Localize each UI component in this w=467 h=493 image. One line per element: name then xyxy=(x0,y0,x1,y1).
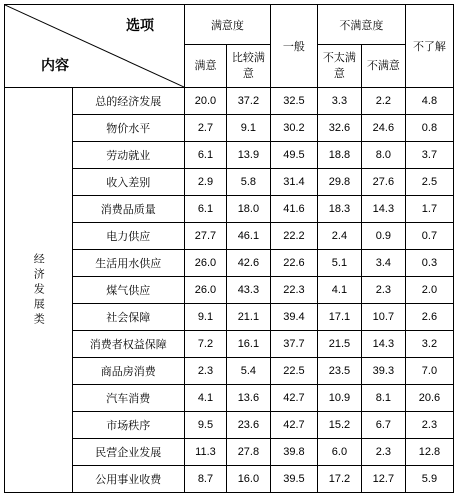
value-cell: 2.0 xyxy=(405,277,453,304)
table-body xyxy=(5,88,454,493)
value-cell: 0.9 xyxy=(361,223,405,250)
value-cell: 2.3 xyxy=(185,358,227,385)
value-cell: 2.9 xyxy=(185,169,227,196)
fairly-satisfied-header: 比较满意 xyxy=(226,45,270,88)
item-name-cell: 民营企业发展 xyxy=(72,439,185,466)
value-cell: 6.1 xyxy=(185,142,227,169)
item-name-cell: 消费品质量 xyxy=(72,196,185,223)
value-cell: 49.5 xyxy=(270,142,317,169)
value-cell: 31.4 xyxy=(270,169,317,196)
diagonal-divider xyxy=(5,5,184,87)
value-cell: 0.7 xyxy=(405,223,453,250)
table-row xyxy=(5,250,454,277)
table-row xyxy=(5,439,454,466)
table-row xyxy=(5,142,454,169)
value-cell: 9.1 xyxy=(226,115,270,142)
value-cell: 0.3 xyxy=(405,250,453,277)
value-cell: 7.0 xyxy=(405,358,453,385)
item-name-cell: 市场秩序 xyxy=(72,412,185,439)
item-name-cell: 生活用水供应 xyxy=(72,250,185,277)
value-cell: 13.6 xyxy=(226,385,270,412)
value-cell: 7.2 xyxy=(185,331,227,358)
item-name-cell: 收入差别 xyxy=(72,169,185,196)
value-cell: 4.1 xyxy=(185,385,227,412)
value-cell: 39.3 xyxy=(361,358,405,385)
not-very-satisfied-header: 不太满意 xyxy=(317,45,361,88)
table-row xyxy=(5,277,454,304)
value-cell: 8.0 xyxy=(361,142,405,169)
value-cell: 5.8 xyxy=(226,169,270,196)
value-cell: 20.6 xyxy=(405,385,453,412)
value-cell: 39.5 xyxy=(270,466,317,493)
value-cell: 2.3 xyxy=(405,412,453,439)
table-row xyxy=(5,88,454,115)
item-name-cell: 汽车消费 xyxy=(72,385,185,412)
value-cell: 8.7 xyxy=(185,466,227,493)
unsatisfied-header: 不满意 xyxy=(361,45,405,88)
value-cell: 21.1 xyxy=(226,304,270,331)
value-cell: 2.5 xyxy=(405,169,453,196)
value-cell: 2.2 xyxy=(361,88,405,115)
value-cell: 46.1 xyxy=(226,223,270,250)
value-cell: 43.3 xyxy=(226,277,270,304)
value-cell: 18.3 xyxy=(317,196,361,223)
value-cell: 39.4 xyxy=(270,304,317,331)
value-cell: 42.7 xyxy=(270,412,317,439)
value-cell: 32.5 xyxy=(270,88,317,115)
value-cell: 26.0 xyxy=(185,277,227,304)
satisfied-header: 满意 xyxy=(185,45,227,88)
value-cell: 24.6 xyxy=(361,115,405,142)
value-cell: 5.4 xyxy=(226,358,270,385)
value-cell: 42.7 xyxy=(270,385,317,412)
value-cell: 16.1 xyxy=(226,331,270,358)
value-cell: 32.6 xyxy=(317,115,361,142)
value-cell: 22.6 xyxy=(270,250,317,277)
value-cell: 17.1 xyxy=(317,304,361,331)
value-cell: 2.3 xyxy=(361,439,405,466)
value-cell: 2.7 xyxy=(185,115,227,142)
value-cell: 3.2 xyxy=(405,331,453,358)
value-cell: 14.3 xyxy=(361,331,405,358)
value-cell: 18.0 xyxy=(226,196,270,223)
value-cell: 18.8 xyxy=(317,142,361,169)
item-name-cell: 消费者权益保障 xyxy=(72,331,185,358)
value-cell: 27.7 xyxy=(185,223,227,250)
item-name-cell: 物价水平 xyxy=(72,115,185,142)
value-cell: 42.6 xyxy=(226,250,270,277)
value-cell: 29.8 xyxy=(317,169,361,196)
value-cell: 4.1 xyxy=(317,277,361,304)
value-cell: 37.7 xyxy=(270,331,317,358)
value-cell: 10.9 xyxy=(317,385,361,412)
table-row xyxy=(5,412,454,439)
value-cell: 14.3 xyxy=(361,196,405,223)
value-cell: 3.4 xyxy=(361,250,405,277)
value-cell: 6.0 xyxy=(317,439,361,466)
value-cell: 6.1 xyxy=(185,196,227,223)
table-row xyxy=(5,223,454,250)
value-cell: 9.1 xyxy=(185,304,227,331)
table-row xyxy=(5,466,454,493)
item-name-cell: 总的经济发展 xyxy=(72,88,185,115)
header-corner-cell xyxy=(5,5,185,88)
value-cell: 9.5 xyxy=(185,412,227,439)
value-cell: 20.0 xyxy=(185,88,227,115)
value-cell: 1.7 xyxy=(405,196,453,223)
value-cell: 13.9 xyxy=(226,142,270,169)
value-cell: 27.8 xyxy=(226,439,270,466)
value-cell: 30.2 xyxy=(270,115,317,142)
table-row xyxy=(5,196,454,223)
value-cell: 39.8 xyxy=(270,439,317,466)
item-name-cell: 社会保障 xyxy=(72,304,185,331)
table-row xyxy=(5,331,454,358)
value-cell: 5.9 xyxy=(405,466,453,493)
value-cell: 3.3 xyxy=(317,88,361,115)
unsatisfied-group-header: 不满意度 xyxy=(317,5,405,45)
item-name-cell: 公用事业收费 xyxy=(72,466,185,493)
value-cell: 15.2 xyxy=(317,412,361,439)
value-cell: 0.8 xyxy=(405,115,453,142)
value-cell: 17.2 xyxy=(317,466,361,493)
value-cell: 12.7 xyxy=(361,466,405,493)
value-cell: 16.0 xyxy=(226,466,270,493)
table-row xyxy=(5,304,454,331)
table-row xyxy=(5,385,454,412)
value-cell: 8.1 xyxy=(361,385,405,412)
value-cell: 2.3 xyxy=(361,277,405,304)
unknown-header: 不了解 xyxy=(405,5,453,88)
value-cell: 22.5 xyxy=(270,358,317,385)
value-cell: 37.2 xyxy=(226,88,270,115)
value-cell: 2.6 xyxy=(405,304,453,331)
item-name-cell: 煤气供应 xyxy=(72,277,185,304)
table-row xyxy=(5,115,454,142)
item-name-cell: 电力供应 xyxy=(72,223,185,250)
table-row xyxy=(5,358,454,385)
value-cell: 4.8 xyxy=(405,88,453,115)
satisfaction-table xyxy=(4,4,454,493)
value-cell: 5.1 xyxy=(317,250,361,277)
table-row xyxy=(5,169,454,196)
value-cell: 12.8 xyxy=(405,439,453,466)
item-name-cell: 劳动就业 xyxy=(72,142,185,169)
value-cell: 3.7 xyxy=(405,142,453,169)
value-cell: 21.5 xyxy=(317,331,361,358)
value-cell: 41.6 xyxy=(270,196,317,223)
value-cell: 23.6 xyxy=(226,412,270,439)
value-cell: 22.3 xyxy=(270,277,317,304)
value-cell: 23.5 xyxy=(317,358,361,385)
content-header: 内容 xyxy=(41,58,69,74)
category-cell: 经济发展类 xyxy=(5,88,73,493)
satisfied-group-header: 满意度 xyxy=(185,5,271,45)
item-name-cell: 商品房消费 xyxy=(72,358,185,385)
options-header: 选项 xyxy=(126,18,154,34)
value-cell: 26.0 xyxy=(185,250,227,277)
value-cell: 6.7 xyxy=(361,412,405,439)
value-cell: 22.2 xyxy=(270,223,317,250)
value-cell: 10.7 xyxy=(361,304,405,331)
general-header: 一般 xyxy=(270,5,317,88)
value-cell: 27.6 xyxy=(361,169,405,196)
value-cell: 11.3 xyxy=(185,439,227,466)
value-cell: 2.4 xyxy=(317,223,361,250)
